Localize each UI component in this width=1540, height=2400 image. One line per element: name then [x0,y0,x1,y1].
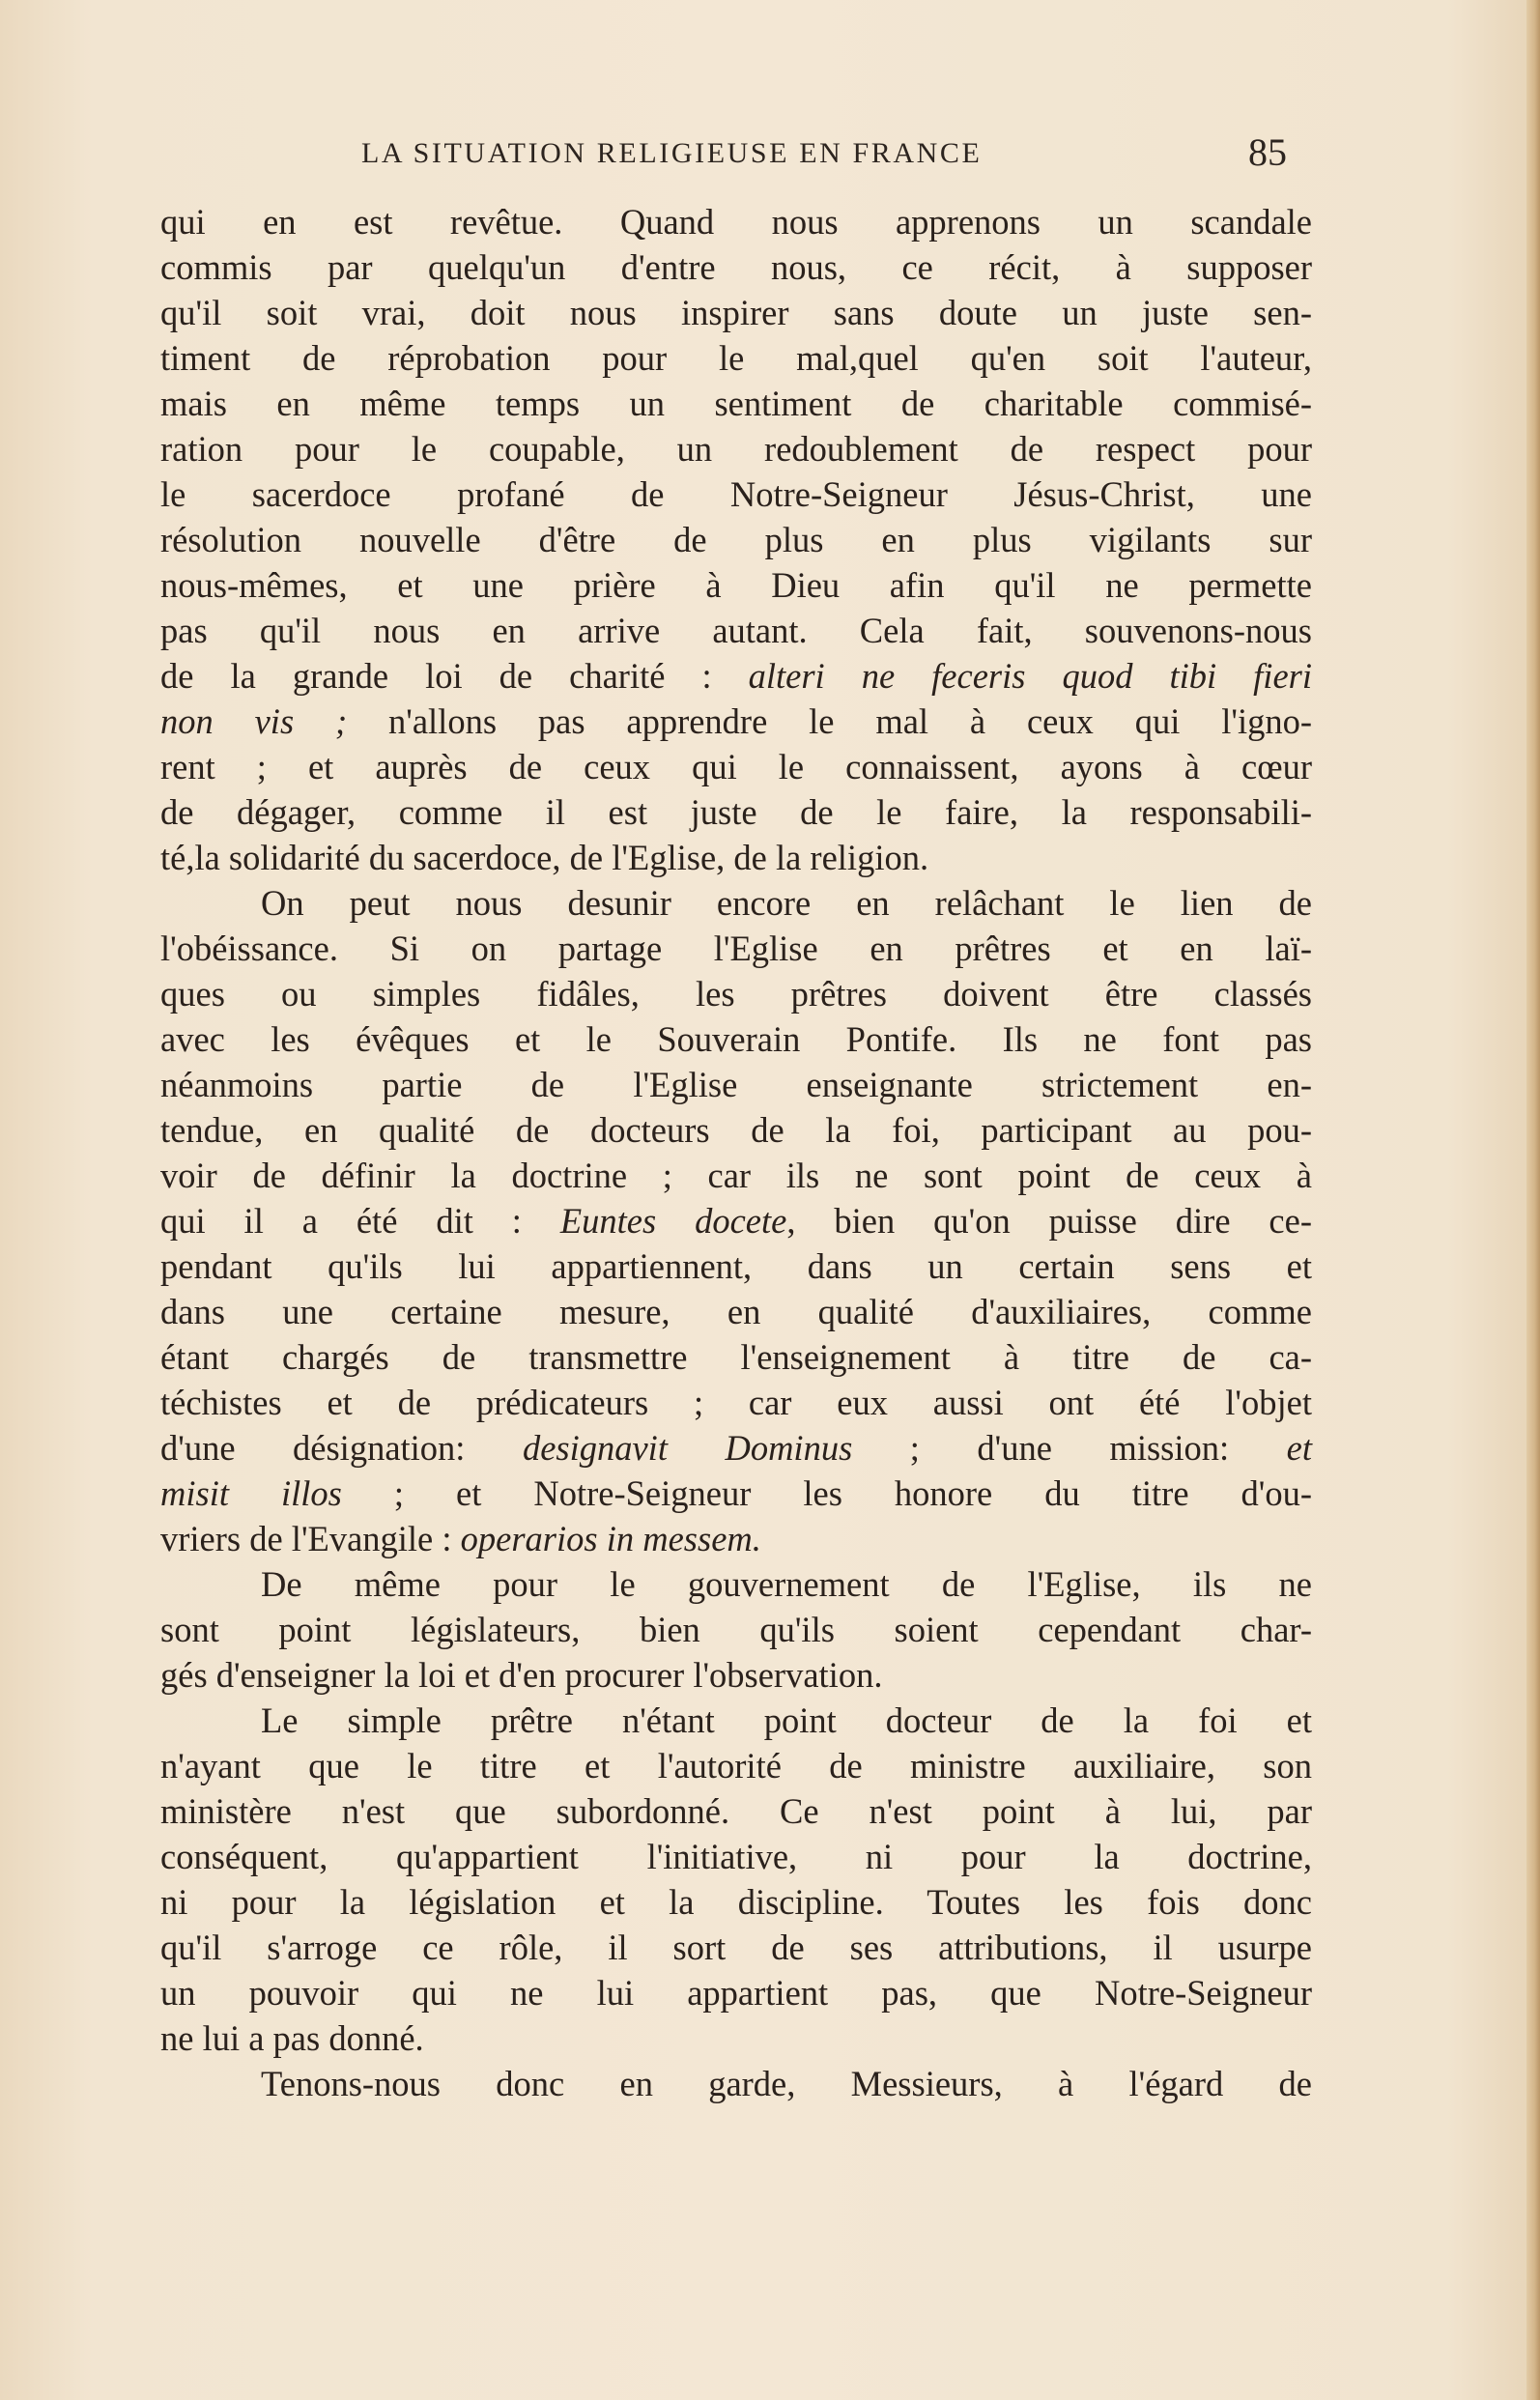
text-run: commis par quelqu'un d'entre nous, ce récit, à supposer [160,247,1312,287]
italic-text: Euntes docete [559,1201,787,1241]
italic-text: non vis ; [160,701,348,741]
text-line [160,1788,1312,1834]
text-line [160,653,1312,699]
text-run: de dégager, comme il est juste de le faire, la responsabili- [160,792,1312,832]
text-run: ration pour le coupable, un redoublement de respect pour [160,429,1312,469]
text-run: voir de définir la doctrine ; car ils ne sont point de ceux à [160,1156,1312,1195]
text-line [160,1289,1312,1334]
text-line [160,835,1312,880]
italic-text: misit illos [160,1473,342,1513]
italic-text: alteri ne feceris quod tibi fieri [748,656,1312,696]
text-run: n'allons pas apprendre le mal à ceux qui l'igno- [347,701,1312,741]
text-run: mais en même temps un sentiment de charitable commisé- [160,384,1312,423]
text-run: sont point législateurs, bien qu'ils soient cependant char- [160,1610,1312,1649]
text-run: téchistes et de prédicateurs ; car eux aussi ont été l'objet [160,1383,1312,1422]
text-line [160,1925,1312,1970]
running-head: LA SITUATION RELIGIEUSE EN FRANCE [361,137,983,169]
text-run: ques ou simples fidâles, les prêtres doivent être classés [160,974,1312,1014]
text-run: vriers de l'Evangile : [160,1519,461,1558]
text-run: pas qu'il nous en arrive autant. Cela fait, souvenons-nous [160,611,1312,650]
text-run: rent ; et auprès de ceux qui le connaissent, ayons à cœur [160,747,1312,786]
text-line [160,1062,1312,1107]
text-line [160,290,1312,335]
text-run: dans une certaine mesure, en qualité d'auxiliaires, comme [160,1292,1312,1331]
body-text [160,199,1312,2106]
text-line [160,426,1312,471]
text-line [160,1970,1312,2015]
text-line [160,880,1312,926]
text-line [160,1561,1312,1607]
text-line [160,1516,1312,1561]
text-run: gés d'enseigner la loi et d'en procurer l'observation. [160,1655,883,1695]
text-line [160,1016,1312,1062]
text-line [160,1652,1312,1698]
text-run: ni pour la législation et la discipline. Toutes les fois donc [160,1882,1312,1922]
text-run: Le simple prêtre n'étant point docteur de la foi et [261,1700,1312,1740]
text-run: de la grande loi de charité : [160,656,749,696]
text-line [160,608,1312,653]
text-run: ; d'une mission: [852,1428,1287,1468]
text-run: tendue, en qualité de docteurs de la foi, participant au pou- [160,1110,1312,1150]
text-run: qui en est revêtue. Quand nous apprenons un scandale [160,202,1312,242]
text-line [160,926,1312,971]
text-line [160,1425,1312,1471]
text-run: pendant qu'ils lui appartiennent, dans un certain sens et [160,1246,1312,1286]
text-line [160,971,1312,1016]
text-line [160,381,1312,426]
text-run: étant chargés de transmettre l'enseignement à titre de ca- [160,1337,1312,1377]
text-line [160,1879,1312,1925]
italic-text: operarios in messem. [460,1519,761,1558]
text-line [160,744,1312,789]
text-run: un pouvoir qui ne lui appartient pas, que Notre-Seigneur [160,1973,1312,2013]
text-line [160,699,1312,744]
text-run: qui il a été dit : [160,1201,560,1241]
text-run: On peut nous desunir encore en relâchant le lien de [261,883,1312,923]
text-run: De même pour le gouvernement de l'Eglise, ils ne [261,1564,1312,1604]
italic-text: designavit Dominus [522,1428,853,1468]
text-run: n'ayant que le titre et l'autorité de ministre auxiliaire, son [160,1746,1312,1786]
page-header [160,129,1320,178]
text-run: qu'il s'arroge ce rôle, il sort de ses attributions, il usurpe [160,1928,1312,1967]
text-line [160,1380,1312,1425]
text-run: avec les évêques et le Souverain Pontife. Ils ne font pas [160,1019,1312,1059]
page-edge [1526,0,1540,2400]
text-line [160,2015,1312,2061]
text-run: Tenons-nous donc en garde, Messieurs, à l'égard de [261,2064,1312,2103]
page-number: 85 [1248,130,1287,174]
text-line [160,244,1312,290]
text-line [160,1743,1312,1788]
text-run: l'obéissance. Si on partage l'Eglise en prêtres et en laï- [160,929,1312,968]
text-line [160,199,1312,244]
text-line [160,1334,1312,1380]
text-run: timent de réprobation pour le mal,quel qu'en soit l'auteur, [160,338,1312,378]
text-run: le sacerdoce profané de Notre-Seigneur Jésus-Christ, une [160,474,1312,514]
text-line [160,335,1312,381]
text-run: ne lui a pas donné. [160,2018,424,2058]
text-run: néanmoins partie de l'Eglise enseignante strictement en- [160,1065,1312,1104]
text-line [160,789,1312,835]
text-run: conséquent, qu'appartient l'initiative, ni pour la doctrine, [160,1837,1312,1876]
italic-text: et [1286,1428,1312,1468]
text-line [160,1607,1312,1652]
text-run: nous-mêmes, et une prière à Dieu afin qu'il ne permette [160,565,1312,605]
text-line [160,517,1312,562]
text-line [160,1243,1312,1289]
text-line [160,1107,1312,1153]
text-run: ; et Notre-Seigneur les honore du titre d'ou- [341,1473,1312,1513]
text-run: té,la solidarité du sacerdoce, de l'Eglise, de la religion. [160,838,929,877]
text-line [160,562,1312,608]
text-run: d'une désignation: [160,1428,523,1468]
text-line [160,471,1312,517]
text-run: , bien qu'on puisse dire ce- [786,1201,1312,1241]
text-line [160,1698,1312,1743]
text-run: résolution nouvelle d'être de plus en plus vigilants sur [160,520,1312,559]
text-run: qu'il soit vrai, doit nous inspirer sans doute un juste sen- [160,293,1312,332]
text-line [160,1471,1312,1516]
text-line [160,1153,1312,1198]
text-line [160,1198,1312,1243]
text-line [160,2061,1312,2106]
text-line [160,1834,1312,1879]
text-run: ministère n'est que subordonné. Ce n'est point à lui, par [160,1791,1312,1831]
